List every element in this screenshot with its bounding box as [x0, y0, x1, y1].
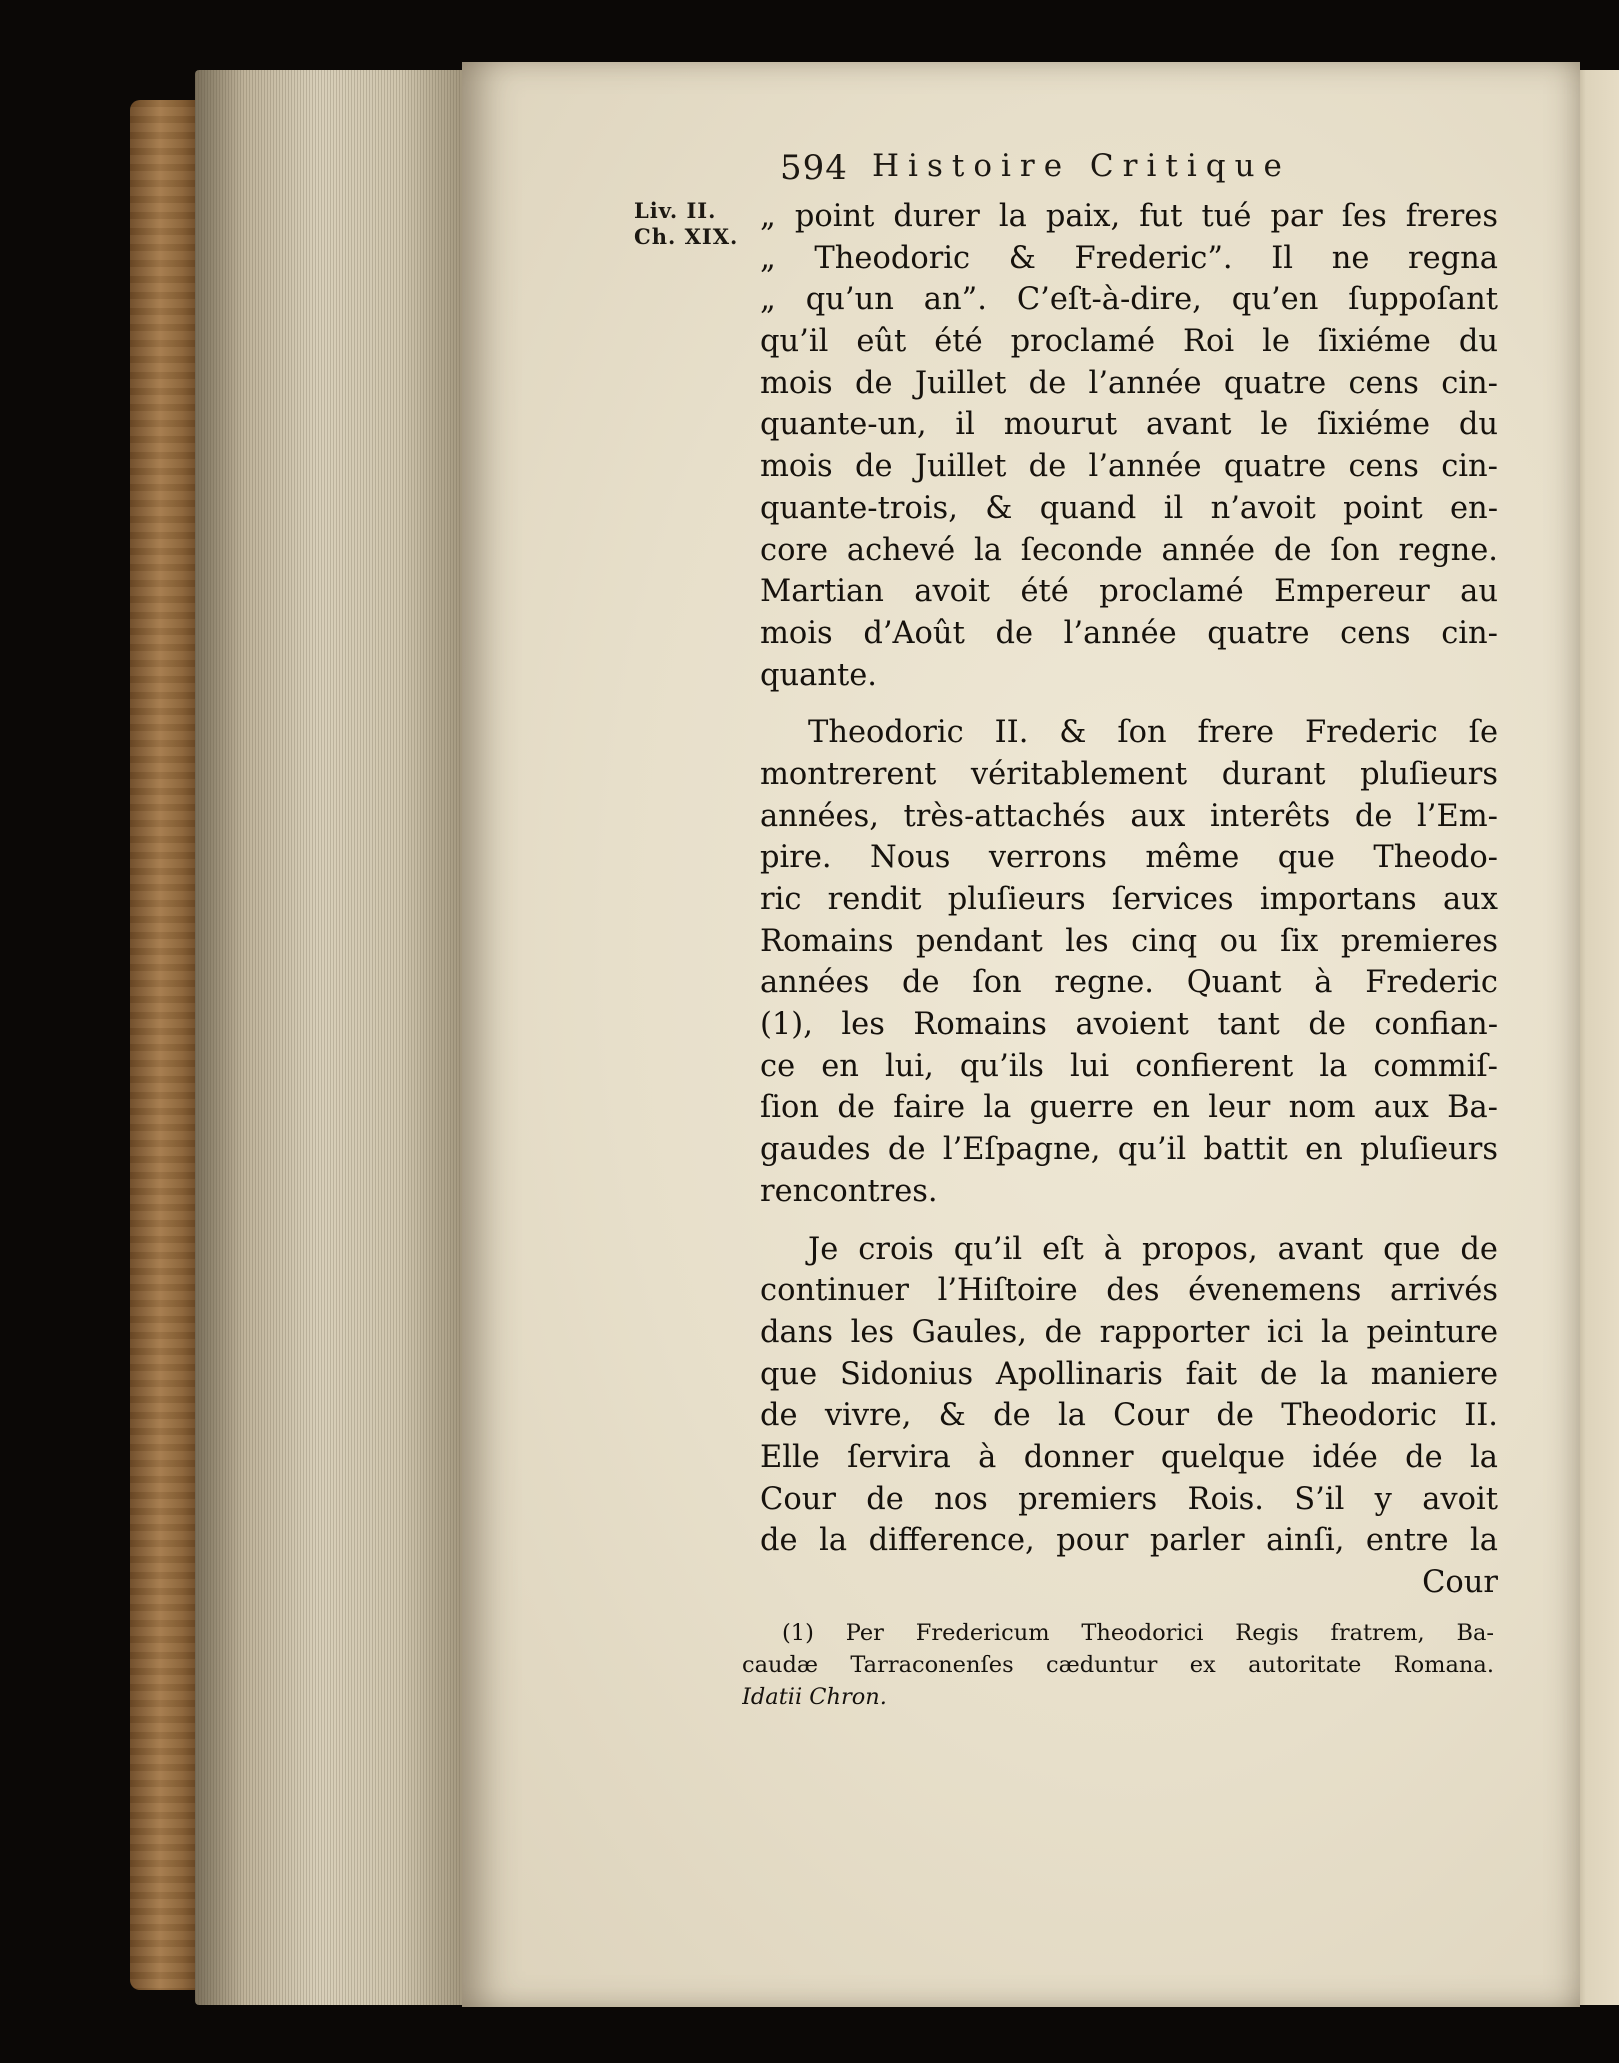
page-number: 594	[780, 148, 848, 188]
text-line: core achevé la ſeconde année de ſon regne.	[760, 532, 1498, 568]
text-line: „ Theodoric & Frederic”. Il ne regna	[760, 240, 1498, 276]
text-line: mois de Juillet de l’année quatre cens cin-	[760, 449, 1498, 485]
text-line: de vivre, & de la Cour de Theodoric II.	[760, 1398, 1498, 1434]
text-line: Cour de nos premiers Rois. S’il y avoit	[760, 1481, 1498, 1517]
margin-note-book: Liv. II.	[634, 198, 717, 223]
margin-note-chapter: Ch. XIX.	[634, 224, 739, 249]
text-line: continuer l’Hiſtoire des évenemens arrivés	[760, 1273, 1498, 1309]
footnote-line: (1) Per Fredericum Theodorici Regis fratrem, Ba-	[782, 1620, 1494, 1646]
text-line: (1), les Romains avoient tant de confian-	[760, 1007, 1498, 1043]
text-line: mois d’Août de l’année quatre cens cin-	[760, 615, 1498, 651]
text-line: mois de Juillet de l’année quatre cens cin-	[760, 365, 1498, 401]
text-line: quante-trois, & quand il n’avoit point en-	[760, 490, 1498, 526]
text-line: gaudes de l’Eſpagne, qu’il battit en pluſieurs	[760, 1132, 1498, 1168]
text-line: rencontres.	[760, 1173, 938, 1209]
running-head-title: Histoire Critique	[872, 148, 1291, 184]
text-line: montrerent véritablement durant pluſieurs	[760, 756, 1498, 792]
text-line: pire. Nous verrons même que Theodo-	[760, 840, 1498, 876]
text-line: de la difference, pour parler ainſi, entre la	[760, 1523, 1498, 1559]
text-line: années de ſon regne. Quant à Frederic	[760, 965, 1498, 1001]
text-line: Romains pendant les cinq ou ſix premieres	[760, 923, 1498, 959]
text-line: ſion de faire la guerre en leur nom aux Ba-	[760, 1090, 1498, 1126]
book-cover-edge	[130, 100, 205, 1990]
footnote-source: Idatii Chron.	[742, 1684, 887, 1710]
margin-note	[634, 198, 762, 250]
text-line: quante-un, il mourut avant le ſixiéme du	[760, 407, 1498, 443]
text-line: années, très-attachés aux interêts de l’Em-	[760, 798, 1498, 834]
text-line: Elle ſervira à donner quelque idée de la	[760, 1439, 1498, 1475]
text-line: dans les Gaules, de rapporter ici la peinture	[760, 1314, 1498, 1350]
text-line: ce en lui, qu’ils lui confierent la commiſ-	[760, 1048, 1498, 1084]
text-line: ric rendit pluſieurs ſervices importans aux	[760, 882, 1498, 917]
text-line: qu’il eût été proclamé Roi le ſixiéme du	[760, 324, 1498, 360]
text-line: quante.	[760, 657, 877, 693]
text-line: que Sidonius Apollinaris fait de la maniere	[760, 1356, 1498, 1392]
footnote	[742, 1617, 1494, 1713]
page-block-edge	[195, 70, 470, 2005]
text-line: Je crois qu’il eſt à propos, avant que de	[808, 1231, 1498, 1267]
body-text	[760, 196, 1498, 1604]
catchword: Cour	[1422, 1565, 1498, 1600]
text-line: „ point durer la paix, fut tué par ſes freres	[760, 199, 1498, 234]
footnote-line: caudæ Tarraconenſes cæduntur ex autoritate Romana.	[742, 1652, 1494, 1678]
text-line: Theodoric II. & ſon frere Frederic ſe	[808, 715, 1498, 751]
text-line: Martian avoit été proclamé Empereur au	[760, 574, 1498, 610]
text-line: „ qu’un an”. C’eſt-à-dire, qu’en ſuppoſant	[760, 282, 1498, 318]
